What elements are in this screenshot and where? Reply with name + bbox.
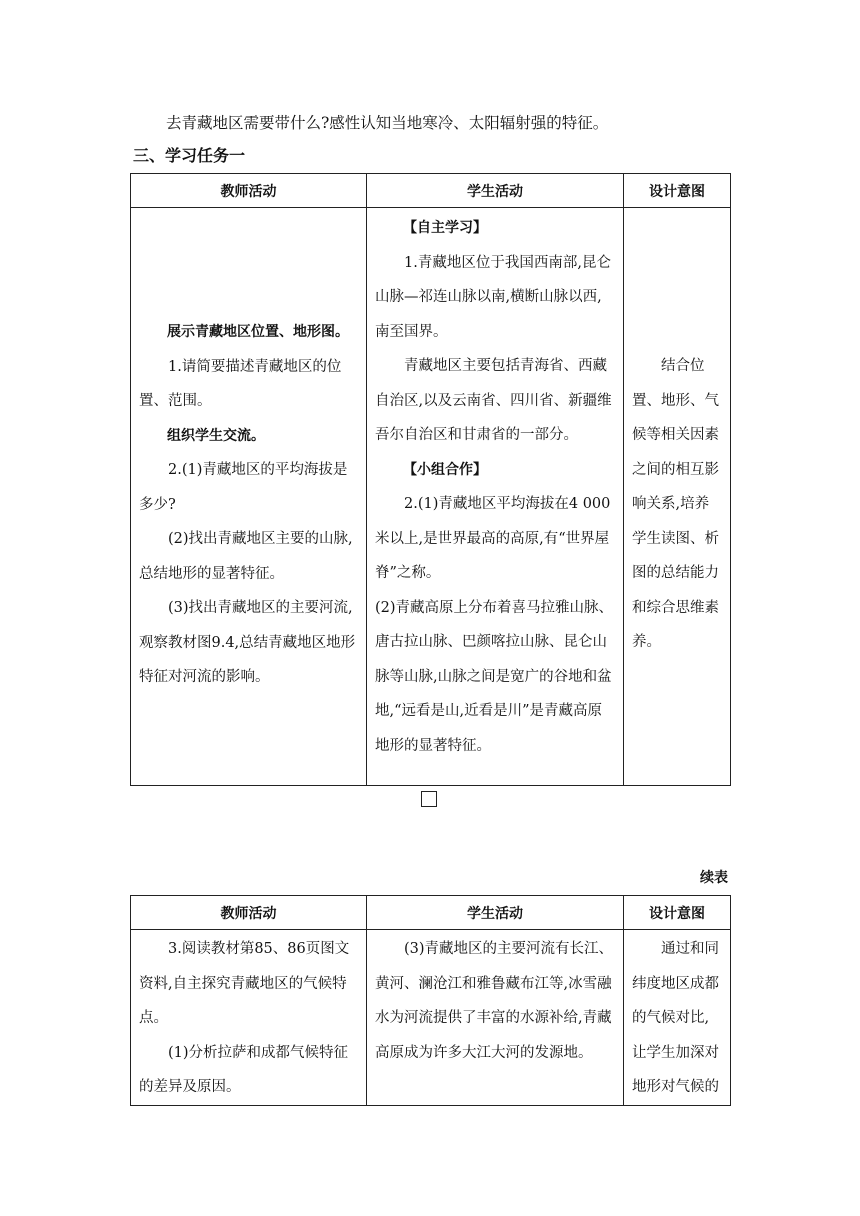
design-text: 通过和同纬度地区成都的气候对比,让学生加深对地形对气候的 [632,941,719,1095]
student-activity-cell [367,208,624,786]
teacher-item: (3)找出青藏地区的主要河流,观察教材图9.4,总结青藏地区地形特征对河流的影响。 [139,600,356,685]
teacher-item: 2.(1)青藏地区的平均海拔是多少? [139,462,348,513]
continued-table [130,895,731,1106]
student-item: (2)青藏高原上分布着喜马拉雅山脉、唐古拉山脉、巴颜喀拉山脉、昆仑山脉等山脉,山脉之间是宽广的谷地和盆地,“远看是山,近看是川”是青藏高原地形的显著特征。 [375,599,614,754]
teacher-activity-cell [131,930,367,1106]
table-row [131,208,731,786]
table-header-row [131,896,731,930]
design-text: 结合位置、地形、气候等相关因素之间的相互影响关系,培养学生读图、析图的总结能力和综合思维素养。 [632,358,719,650]
header-design-intent: 设计意图 [624,896,731,930]
student-item: 【小组合作】 [403,461,487,478]
header-student-activity: 学生活动 [367,896,624,930]
header-teacher-activity: 教师活动 [131,174,367,208]
student-item: 1.青藏地区位于我国西南部,昆仑山脉—祁连山脉以南,横断山脉以西,南至国界。 [375,254,611,340]
checkbox[interactable] [421,791,437,807]
teacher-item: (1)分析拉萨和成都气候特征的差异及原因。 [139,1044,349,1095]
teacher-item: (2)找出青藏地区主要的山脉,总结地形的显著特征。 [139,531,353,582]
teacher-item: 1.请简要描述青藏地区的位置、范围。 [139,358,342,409]
header-design-intent: 设计意图 [624,174,731,208]
section-title: 三、学习任务一 [133,146,246,165]
student-item: 【自主学习】 [403,220,487,236]
student-item: (3)青藏地区的主要河流有长江、黄河、澜沧江和雅鲁藏布江等,冰雪融水为河流提供了丰富的水源补给,青藏高原成为许多大江大河的发源地。 [375,941,614,1061]
table-header-row [131,174,731,208]
teacher-item: 3.阅读教材第85、86页图文资料,自主探究青藏地区的气候特点。 [139,941,350,1026]
learning-task-table [130,173,731,786]
design-intent-cell [624,208,731,786]
student-item: 2.(1)青藏地区平均海拔在4 000米以上,是世界最高的高原,有“世界屋脊”之称。 [375,496,611,581]
intro-paragraph: 去青藏地区需要带什么?感性认知当地寒冷、太阳辐射强的特征。 [166,114,609,132]
header-teacher-activity: 教师活动 [131,896,367,930]
table-row [131,930,731,1106]
teacher-item: 组织学生交流。 [167,427,265,444]
continued-label: 续表 [700,870,728,886]
teacher-activity-cell [131,208,367,786]
student-activity-cell [367,930,624,1106]
header-student-activity: 学生活动 [367,174,624,208]
student-item: 青藏地区主要包括青海省、西藏自治区,以及云南省、四川省、新疆维吾尔自治区和甘肃省的一部分。 [375,358,612,443]
teacher-item: 展示青藏地区位置、地形图。 [167,324,349,340]
design-intent-cell [624,930,731,1106]
